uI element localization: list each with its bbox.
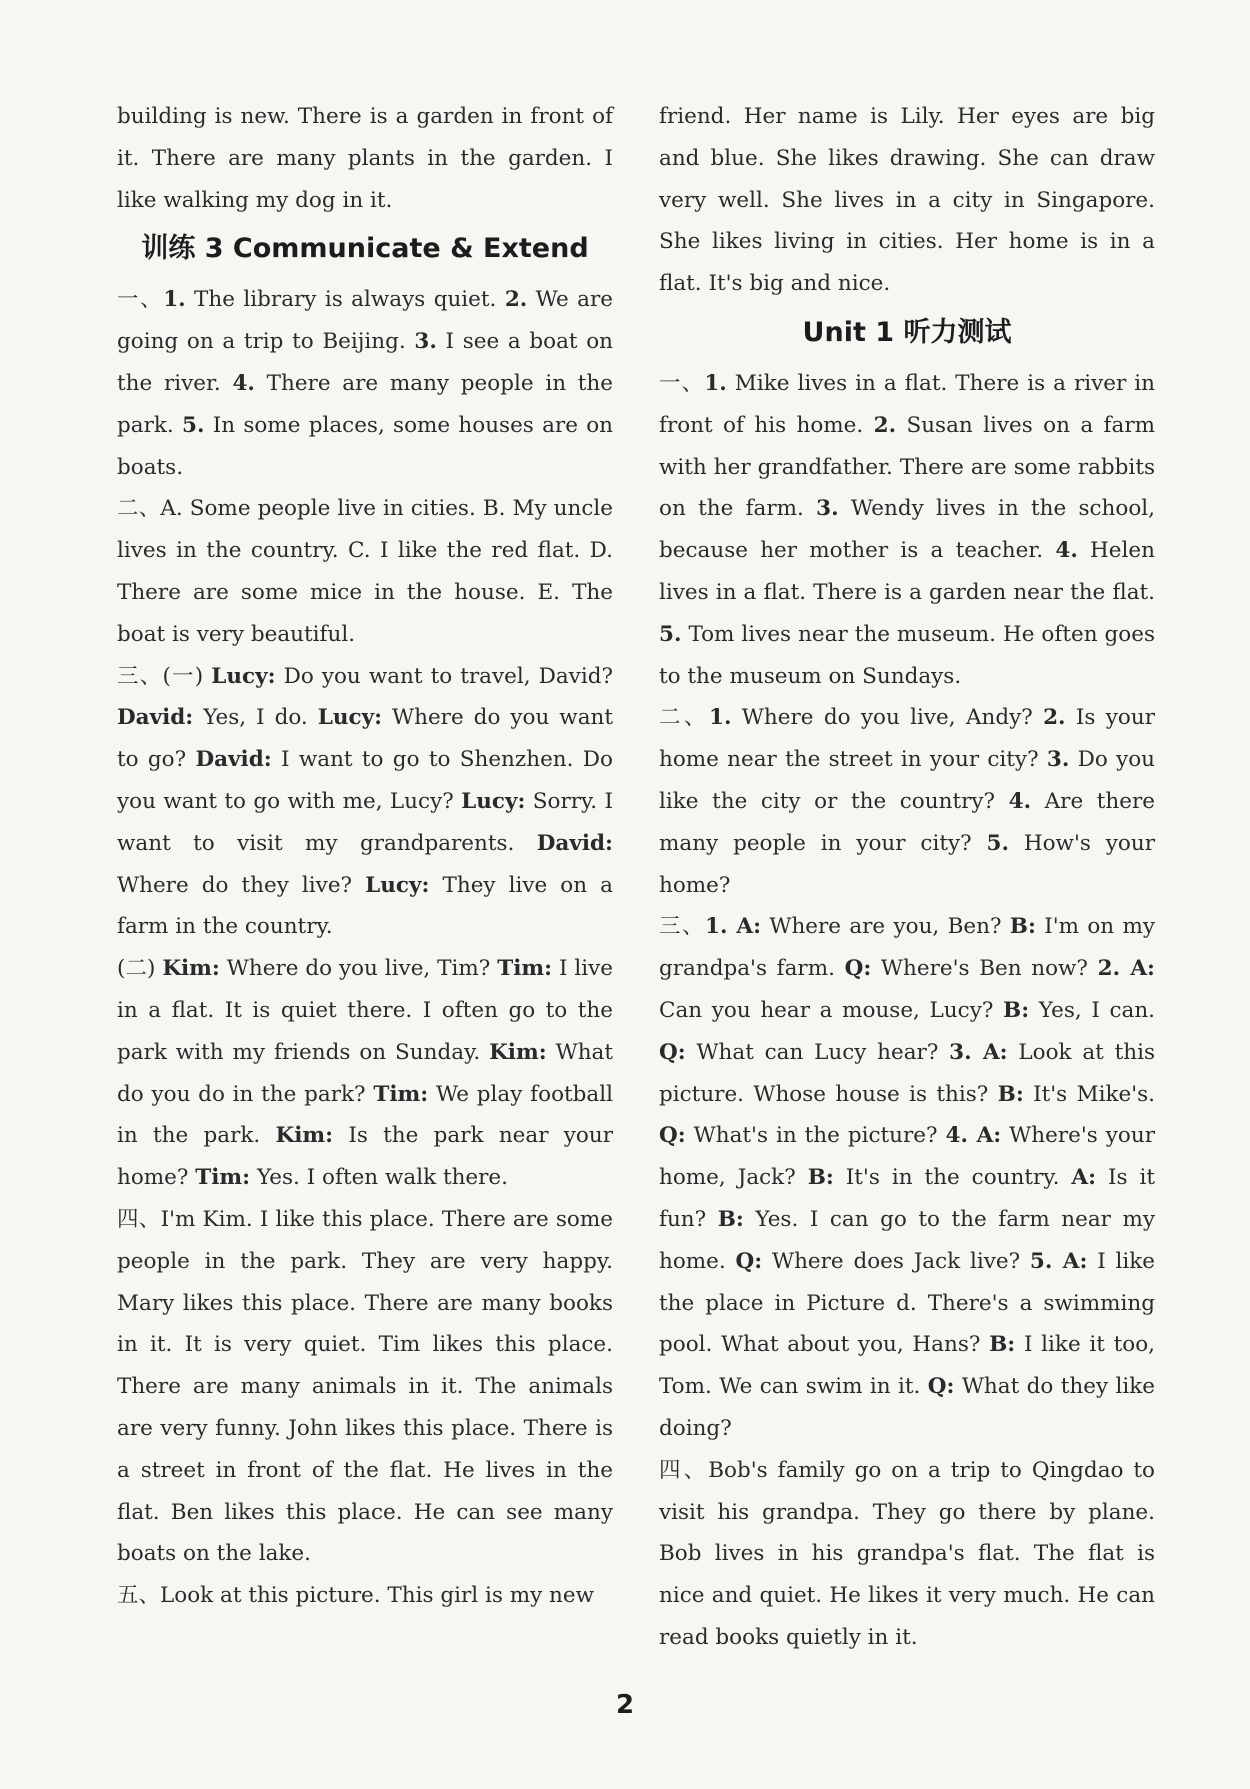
exercise-2: 二、A. Some people live in cities. B. My uncle lives in the country. C. I like the red flat. D. There are some mice in the house. E. The boat is very beautiful. — [117, 496, 613, 647]
left-column — [117, 96, 613, 1617]
listening-exercise-4: 四、Bob's family go on a trip to Qingdao to visit his grandpa. They go there by plane. Bob lives in his grandpa's flat. The flat is nice and quiet. He likes it very much. He can read books quietly in it. — [659, 1457, 1155, 1650]
section-heading: 训练 3 Communicate & Extend — [141, 233, 589, 265]
listening-exercise-1: 一、1. Mike lives in a flat. There is a river in front of his home. 2. Susan lives on a farm with her grandfather. There are some rabbits on the farm. 3. Wendy lives in the school, because her mother is a teacher. 4. Helen lives in a flat. There is a garden near the flat. 5. Tom lives near the museum. He often goes to the museum on Sundays. — [659, 370, 1156, 689]
exercise-1: 一、1. The library is always quiet. 2. We are going on a trip to Beijing. 3. I see a boat on the river. 4. There are many people in the park. 5. In some places, some houses are on boats. — [117, 287, 613, 480]
exercise-4: 四、I'm Kim. I like this place. There are some people in the park. They are very happy. Mary likes this place. There are many books in it. It is very quiet. Tim likes this place. There are many animals in it. The animals are very funny. John likes this place. There is a street in front of the flat. He lives in the flat. Ben likes this place. He can see many boats on the lake. — [117, 1206, 613, 1567]
paragraph: friend. Her name is Lily. Her eyes are big and blue. She likes drawing. She can draw very well. She lives in a city in Singapore. She likes living in cities. Her home is in a flat. It's big and nice. — [659, 104, 1155, 297]
section-heading: Unit 1 听力测试 — [802, 316, 1012, 348]
exercise-3-dialogue-1: 三、(一) Lucy: Do you want to travel, David? David: Yes, I do. Lucy: Where do you want to go? David: I want to go to Shenzhen. Do you want to go with me, Lucy? Lucy: Sorry. I want to visit my grandparents. David: Where do they live? Lucy: They live on a farm in the country. — [117, 663, 614, 940]
exercise-3-dialogue-2: (二) Kim: Where do you live, Tim? Tim: I live in a flat. It is quiet there. I often go to the park with my friends on Sunday. Kim: What do you do in the park? Tim: We play football in the park. Kim: Is the park near your home? Tim: Yes. I often walk there. — [117, 956, 613, 1191]
listening-exercise-2: 二、1. Where do you live, Andy? 2. Is your home near the street in your city? 3. Do you like the city or the country? 4. Are there many people in your city? 5. How's your home? — [659, 705, 1156, 898]
listening-exercise-3: 三、1. A: Where are you, Ben? B: I'm on my grandpa's farm. Q: Where's Ben now? 2. A: Can you hear a mouse, Lucy? B: Yes, I can. Q: What can Lucy hear? 3. A: Look at this picture. Whose house is this? B: It's Mike's. Q: What's in the picture? 4. A: Where's your home, Jack? B: It's in the country. A: Is it fun? B: Yes. I can go to the farm near my home. Q: Where does Jack live? 5. A: I like the place in Picture d. There's a swimming pool. What about you, Hans? B: I like it too, Tom. We can swim in it. Q: What do they like doing? — [659, 914, 1156, 1441]
paragraph: building is new. There is a garden in front of it. There are many plants in the garden. I like walking my dog in it. — [117, 104, 613, 213]
right-column — [659, 96, 1155, 1659]
page-number: 2 — [615, 1690, 635, 1720]
exercise-5: 五、Look at this picture. This girl is my new — [117, 1583, 595, 1609]
